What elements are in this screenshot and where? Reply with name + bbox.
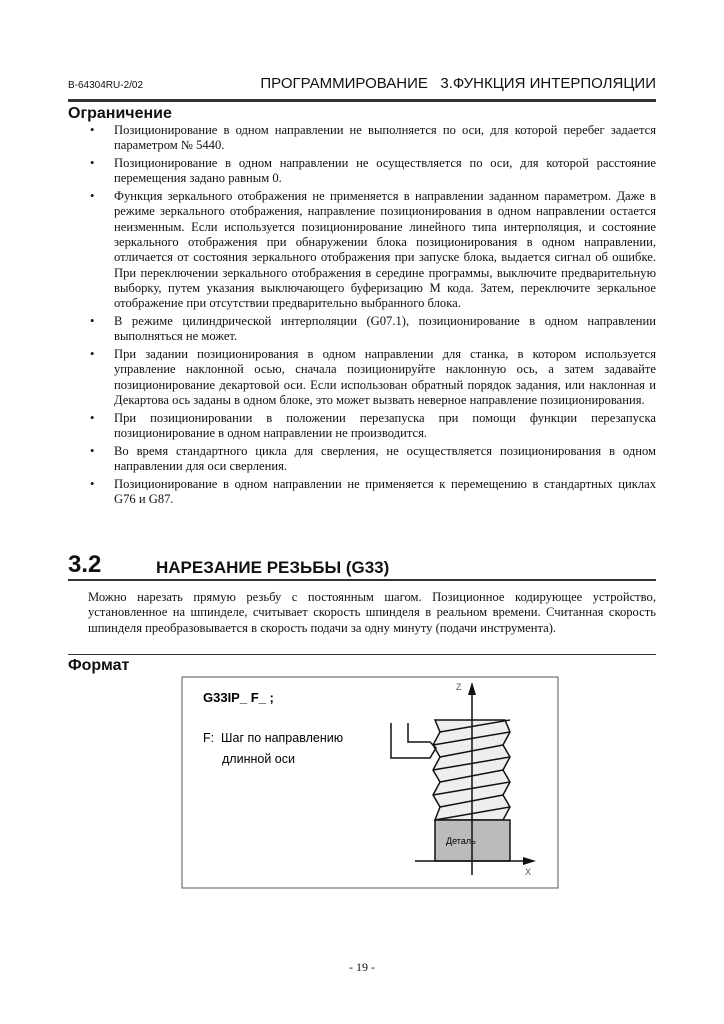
format-heading: Формат [68, 657, 130, 674]
page-number: - 19 - [349, 960, 375, 974]
document-code: B-64304RU-2/02 [68, 80, 144, 91]
list-item: • Функция зеркального отображения не применяется в направлении заданном параметром. Даже в режиме зеркального отображения, направление позиционирования в одном направлении остается неизменным. Если используется позиционирование линейного типа интерполяция, и состояние зеркального отображения при обнаружении блока позиционирования в одном направлении, отличается от состояния зеркального отображения при запуске блока, выдается сигнал об ошибке. При переключении зеркального отображения в середине программы, выключите предварительную выборку, путем указания выключающего буферизацию М кода. Затем, переключите зеркальное отображение при отсутствии предварительно выбранного блока. [68, 189, 656, 311]
section-title: НАРЕЗАНИЕ РЕЗЬБЫ (G33) [156, 558, 390, 577]
z-label: Z [456, 682, 462, 692]
f-description-2: длинной оси [222, 752, 295, 766]
list-item: • Позиционирование в одном направлении не осуществляется по оси, для которой расстояние перемещения задано равным 0. [68, 156, 656, 187]
section-paragraph: Можно нарезать прямую резьбу с постоянным шагом. Позиционное кодирующее устройство, установленное на шпинделе, считывает скорость шпинделя в реальном времени. Считанная скорость шпинделя преобразовывается в скорость подачи за одну минуту (подачи инструмента). [88, 590, 656, 635]
list-item: • Позиционирование в одном направлении не выполняется по оси, для которой перебег задается параметром № 5440. [68, 123, 656, 154]
f-description: F: Шаг по направлению [203, 731, 344, 745]
command-syntax: G33IP_ F_ ; [203, 690, 274, 705]
x-label: X [525, 867, 532, 877]
list-item: • В режиме цилиндрической интерполяции (G07.1), позиционирование в одном направлении выполняться не может. [68, 314, 656, 345]
restriction-heading: Ограничение [68, 105, 172, 122]
list-item: • При задании позиционирования в одном направлении для станка, в котором используется управление наклонной осью, сначала позиционируйте наклонную ось, а затем задавайте позиционирование декартовой оси. Если использован обратный порядок задания, или наклонная и Декартова ось заданы в одном блоке, это может вызвать неверное направление позиционирования. [68, 347, 656, 408]
list-item: • При позиционировании в положении перезапуска при помощи функции перезапуска позиционирование в одном направлении не производится. [68, 411, 656, 442]
list-item: • Позиционирование в одном направлении не применяется к перемещению в стандартных циклах G76 и G87. [68, 477, 656, 508]
part-label: Деталь [446, 836, 476, 846]
section-number: 3.2 [68, 551, 102, 578]
chapter-title: ПРОГРАММИРОВАНИЕ 3.ФУНКЦИЯ ИНТЕРПОЛЯЦИИ [260, 75, 656, 92]
list-item: • Во время стандартного цикла для сверления, не осуществляется позиционирования в одном направлении для оси сверления. [68, 444, 656, 475]
